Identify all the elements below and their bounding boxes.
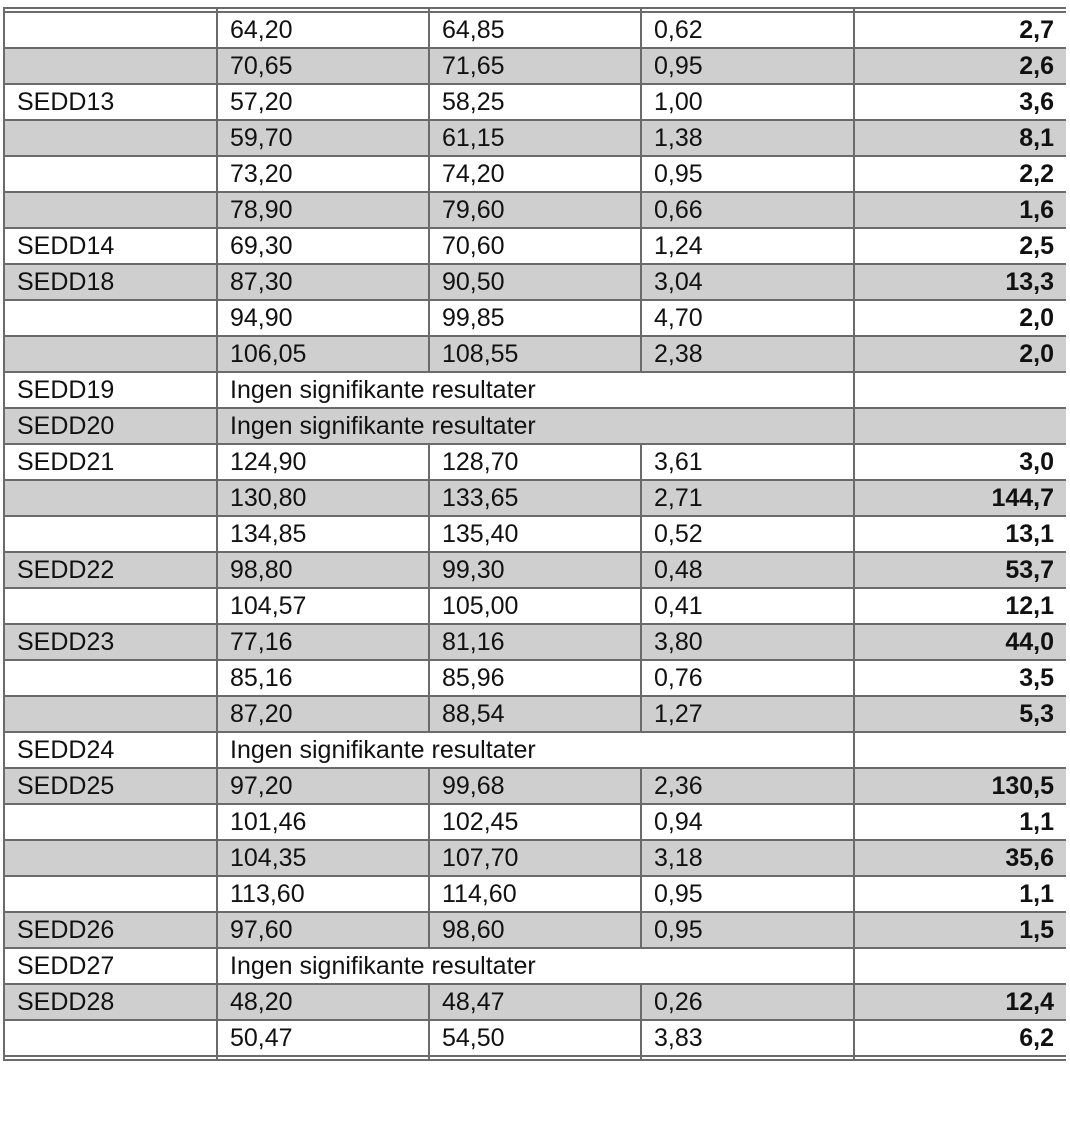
sample-id-cell (4, 156, 217, 192)
to-cell: 79,60 (429, 192, 641, 228)
from-cell: 50,47 (217, 1020, 429, 1056)
from-cell: 48,20 (217, 984, 429, 1020)
table-row (4, 300, 1066, 336)
value-cell: 5,3 (854, 696, 1066, 732)
from-cell: 69,30 (217, 228, 429, 264)
table-row-cut-bottom (4, 1056, 1066, 1060)
value-cell: 12,4 (854, 984, 1066, 1020)
length-cell: 3,61 (641, 444, 854, 480)
to-cell: 128,70 (429, 444, 641, 480)
length-cell: 0,95 (641, 876, 854, 912)
table-row (4, 84, 1066, 120)
length-cell: 1,00 (641, 84, 854, 120)
from-cell: 70,65 (217, 48, 429, 84)
from-cell: 59,70 (217, 120, 429, 156)
length-cell: 1,27 (641, 696, 854, 732)
to-cell: 70,60 (429, 228, 641, 264)
table-cell (4, 1056, 217, 1060)
to-cell: 88,54 (429, 696, 641, 732)
table-row (4, 480, 1066, 516)
from-cell: 98,80 (217, 552, 429, 588)
table-row (4, 984, 1066, 1020)
length-cell: 0,41 (641, 588, 854, 624)
from-cell: 87,30 (217, 264, 429, 300)
length-cell: 2,38 (641, 336, 854, 372)
value-cell: 1,6 (854, 192, 1066, 228)
length-cell: 0,48 (641, 552, 854, 588)
length-cell: 4,70 (641, 300, 854, 336)
value-cell: 53,7 (854, 552, 1066, 588)
from-cell: 97,60 (217, 912, 429, 948)
sample-id-cell (4, 1020, 217, 1056)
table-row (4, 804, 1066, 840)
sample-id-cell: SEDD14 (4, 228, 217, 264)
table-row (4, 12, 1066, 48)
table-row (4, 732, 1066, 768)
sample-id-cell (4, 48, 217, 84)
value-cell: 6,2 (854, 1020, 1066, 1056)
note-cell: Ingen signifikante resultater (217, 948, 641, 984)
table-row (4, 228, 1066, 264)
table-row (4, 408, 1066, 444)
sample-id-cell: SEDD22 (4, 552, 217, 588)
from-cell: 104,35 (217, 840, 429, 876)
results-table-body (4, 8, 1066, 1060)
value-cell: 1,1 (854, 876, 1066, 912)
length-cell: 3,18 (641, 840, 854, 876)
value-cell: 2,2 (854, 156, 1066, 192)
length-cell: 0,95 (641, 156, 854, 192)
note-cell: Ingen signifikante resultater (217, 408, 641, 444)
table-cell (429, 1056, 641, 1060)
sample-id-cell (4, 804, 217, 840)
length-cell: 0,66 (641, 192, 854, 228)
table-row (4, 372, 1066, 408)
table-cell (641, 1056, 854, 1060)
results-table-region (3, 0, 1066, 1122)
sample-id-cell: SEDD25 (4, 768, 217, 804)
table-row (4, 552, 1066, 588)
table-row (4, 696, 1066, 732)
to-cell: 58,25 (429, 84, 641, 120)
table-row (4, 1020, 1066, 1056)
sample-id-cell: SEDD13 (4, 84, 217, 120)
empty-cell (854, 372, 1066, 408)
length-cell: 1,38 (641, 120, 854, 156)
from-cell: 124,90 (217, 444, 429, 480)
value-cell: 8,1 (854, 120, 1066, 156)
from-cell: 87,20 (217, 696, 429, 732)
from-cell: 73,20 (217, 156, 429, 192)
to-cell: 102,45 (429, 804, 641, 840)
sample-id-cell: SEDD19 (4, 372, 217, 408)
from-cell: 104,57 (217, 588, 429, 624)
empty-cell (854, 948, 1066, 984)
sample-id-cell: SEDD26 (4, 912, 217, 948)
to-cell: 108,55 (429, 336, 641, 372)
to-cell: 99,68 (429, 768, 641, 804)
empty-cell (641, 948, 854, 984)
empty-cell (854, 732, 1066, 768)
to-cell: 48,47 (429, 984, 641, 1020)
empty-cell (854, 408, 1066, 444)
table-row (4, 120, 1066, 156)
table-row (4, 948, 1066, 984)
sample-id-cell (4, 336, 217, 372)
table-row (4, 840, 1066, 876)
sample-id-cell: SEDD18 (4, 264, 217, 300)
sample-id-cell (4, 480, 217, 516)
length-cell: 0,52 (641, 516, 854, 552)
from-cell: 94,90 (217, 300, 429, 336)
from-cell: 97,20 (217, 768, 429, 804)
value-cell: 2,6 (854, 48, 1066, 84)
to-cell: 114,60 (429, 876, 641, 912)
length-cell: 2,71 (641, 480, 854, 516)
empty-cell (641, 732, 854, 768)
from-cell: 78,90 (217, 192, 429, 228)
table-row (4, 48, 1066, 84)
length-cell: 0,76 (641, 660, 854, 696)
to-cell: 54,50 (429, 1020, 641, 1056)
to-cell: 99,85 (429, 300, 641, 336)
sample-id-cell (4, 192, 217, 228)
table-row (4, 768, 1066, 804)
to-cell: 90,50 (429, 264, 641, 300)
to-cell: 107,70 (429, 840, 641, 876)
value-cell: 12,1 (854, 588, 1066, 624)
value-cell: 1,1 (854, 804, 1066, 840)
table-row (4, 624, 1066, 660)
table-row (4, 156, 1066, 192)
empty-cell (641, 408, 854, 444)
sample-id-cell (4, 300, 217, 336)
sample-id-cell (4, 12, 217, 48)
from-cell: 106,05 (217, 336, 429, 372)
value-cell: 2,0 (854, 300, 1066, 336)
table-row (4, 660, 1066, 696)
table-row (4, 264, 1066, 300)
value-cell: 3,5 (854, 660, 1066, 696)
length-cell: 0,95 (641, 48, 854, 84)
to-cell: 74,20 (429, 156, 641, 192)
to-cell: 105,00 (429, 588, 641, 624)
table-row (4, 876, 1066, 912)
length-cell: 3,83 (641, 1020, 854, 1056)
from-cell: 77,16 (217, 624, 429, 660)
value-cell: 144,7 (854, 480, 1066, 516)
sample-id-cell (4, 588, 217, 624)
value-cell: 3,6 (854, 84, 1066, 120)
table-row (4, 336, 1066, 372)
value-cell: 13,1 (854, 516, 1066, 552)
to-cell: 71,65 (429, 48, 641, 84)
value-cell: 1,5 (854, 912, 1066, 948)
to-cell: 99,30 (429, 552, 641, 588)
from-cell: 101,46 (217, 804, 429, 840)
table-cell (217, 1056, 429, 1060)
table-row (4, 516, 1066, 552)
length-cell: 0,94 (641, 804, 854, 840)
note-cell: Ingen signifikante resultater (217, 732, 641, 768)
sample-id-cell: SEDD23 (4, 624, 217, 660)
sample-id-cell: SEDD28 (4, 984, 217, 1020)
length-cell: 0,26 (641, 984, 854, 1020)
sample-id-cell (4, 516, 217, 552)
sample-id-cell (4, 660, 217, 696)
table-row (4, 912, 1066, 948)
sample-id-cell (4, 120, 217, 156)
to-cell: 135,40 (429, 516, 641, 552)
length-cell: 0,95 (641, 912, 854, 948)
to-cell: 133,65 (429, 480, 641, 516)
sample-id-cell (4, 696, 217, 732)
to-cell: 61,15 (429, 120, 641, 156)
to-cell: 85,96 (429, 660, 641, 696)
sample-id-cell (4, 876, 217, 912)
from-cell: 134,85 (217, 516, 429, 552)
from-cell: 113,60 (217, 876, 429, 912)
from-cell: 85,16 (217, 660, 429, 696)
table-row (4, 588, 1066, 624)
sample-id-cell: SEDD20 (4, 408, 217, 444)
sample-id-cell: SEDD24 (4, 732, 217, 768)
from-cell: 130,80 (217, 480, 429, 516)
length-cell: 3,04 (641, 264, 854, 300)
value-cell: 35,6 (854, 840, 1066, 876)
value-cell: 130,5 (854, 768, 1066, 804)
table-row (4, 444, 1066, 480)
sample-id-cell: SEDD27 (4, 948, 217, 984)
to-cell: 98,60 (429, 912, 641, 948)
length-cell: 2,36 (641, 768, 854, 804)
from-cell: 57,20 (217, 84, 429, 120)
from-cell: 64,20 (217, 12, 429, 48)
value-cell: 2,5 (854, 228, 1066, 264)
results-table (3, 7, 1066, 1061)
length-cell: 3,80 (641, 624, 854, 660)
value-cell: 3,0 (854, 444, 1066, 480)
value-cell: 2,7 (854, 12, 1066, 48)
sample-id-cell: SEDD21 (4, 444, 217, 480)
length-cell: 1,24 (641, 228, 854, 264)
empty-cell (641, 372, 854, 408)
table-row (4, 192, 1066, 228)
to-cell: 81,16 (429, 624, 641, 660)
table-cell (854, 1056, 1066, 1060)
note-cell: Ingen signifikante resultater (217, 372, 641, 408)
value-cell: 2,0 (854, 336, 1066, 372)
length-cell: 0,62 (641, 12, 854, 48)
to-cell: 64,85 (429, 12, 641, 48)
value-cell: 13,3 (854, 264, 1066, 300)
value-cell: 44,0 (854, 624, 1066, 660)
sample-id-cell (4, 840, 217, 876)
